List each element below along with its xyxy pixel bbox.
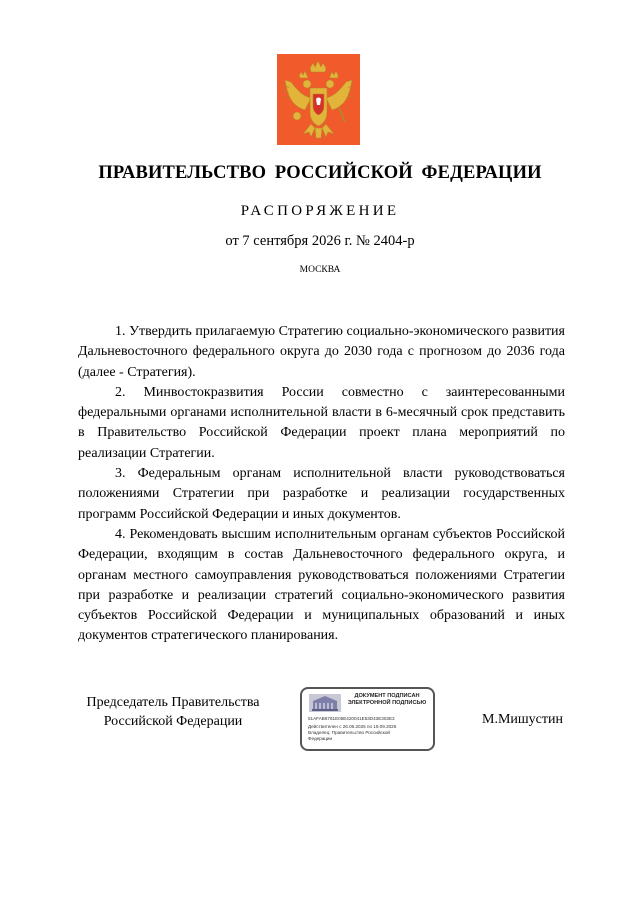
- order-paragraph-4: 4. Рекомендовать высшим исполнительным органам субъектов Российской Федерации, входящим в состав Дальневосточного федерального округа, и органам местного самоуправления руководствоваться положениями Стратегии при разработке и реализации стратегий социально-экономического развития субъектов Российской Федерации и муниципальных образований и иных документов стратегического планирования.: [78, 526, 565, 644]
- order-body: [78, 322, 565, 647]
- signatory-name: М.Мишустин: [482, 712, 563, 727]
- city-label: МОСКВА: [299, 265, 341, 275]
- stamp-heading-line1: ДОКУМЕНТ ПОДПИСАН: [354, 693, 420, 699]
- signatory-position-line2: Российской Федерации: [103, 714, 243, 729]
- stamp-owner-line1: Владелец: Правительство Российской: [308, 730, 390, 735]
- signatory-position-line1: Председатель Правительства: [86, 695, 260, 710]
- stamp-heading: [342, 693, 432, 706]
- order-paragraph-1: 1. Утвердить прилагаемую Стратегию социально-экономического развития Дальневосточного федерального округа до 2030 года с прогнозом до 2036 года (далее - Стратегия).: [78, 324, 565, 380]
- stamp-validity: Действителен с 26.06.2025 по 19.09.2026: [308, 724, 397, 729]
- order-paragraph-2: 2. Минвостокразвития России совместно с заинтересованными федеральными органами исполнительной власти в 6-месячный срок представить в Правительство Российской Федерации проект плана мероприятий по реализации Стратегии.: [78, 384, 565, 461]
- order-paragraph-3: 3. Федеральным органам исполнительной власти руководствоваться положениями Стратегии при разработке и реализации государственных программ Российской Федерации и иных документов.: [78, 466, 565, 522]
- stamp-certificate: 51AFAB6761E06E420041E53D43E303E3: [308, 716, 395, 721]
- order-date-number: от 7 сентября 2026 г. № 2404-р: [225, 233, 415, 249]
- coat-of-arms-icon: [277, 54, 360, 145]
- electronic-signature-stamp: [300, 687, 435, 751]
- stamp-heading-line2: ЭЛЕКТРОННОЙ ПОДПИСЬЮ: [347, 699, 427, 706]
- stamp-owner-line2: Федерации: [308, 736, 333, 741]
- order-type-heading: РАСПОРЯЖЕНИЕ: [240, 203, 400, 219]
- building-icon: [307, 693, 343, 713]
- signatory-position: [78, 693, 268, 731]
- government-title: ПРАВИТЕЛЬСТВО РОССИЙСКОЙ ФЕДЕРАЦИИ: [98, 163, 542, 183]
